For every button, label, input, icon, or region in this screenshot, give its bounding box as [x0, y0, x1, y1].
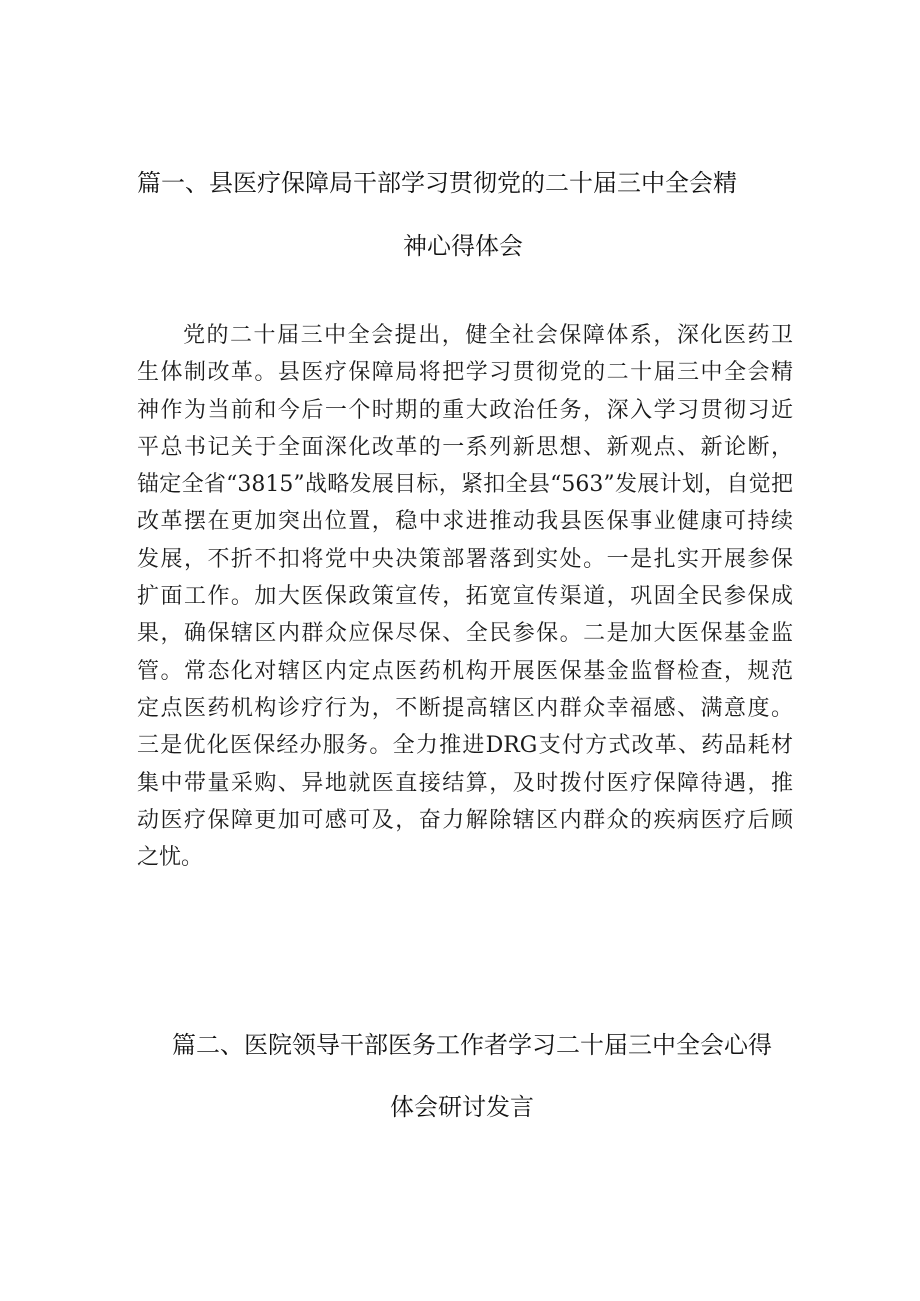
- paragraph-line: 定点医药机构诊疗行为，不断提高辖区内群众幸福感、满意度。: [137, 695, 793, 721]
- section-1-title-line-1: 篇一、县医疗保障局干部学习贯彻党的二十届三中全会精: [137, 169, 737, 197]
- section-2-title-line-2: 体会研讨发言: [390, 1093, 534, 1121]
- paragraph-line: 平总书记关于全面深化改革的一系列新思想、新观点、新论断，: [137, 434, 793, 460]
- paragraph-line: 神作为当前和今后一个时期的重大政治任务，深入学习贯彻习近: [137, 397, 793, 423]
- paragraph-line: 党的二十届三中全会提出，健全社会保障体系，深化医药卫: [183, 323, 793, 348]
- section-1-paragraph: [137, 317, 793, 876]
- paragraph-line: 改革摆在更加突出位置，稳中求进推动我县医保事业健康可持续: [137, 509, 793, 535]
- paragraph-line: 之忧。: [137, 845, 204, 871]
- paragraph-line: 集中带量采购、异地就医直接结算，及时拨付医疗保障待遇，推: [137, 770, 793, 796]
- paragraph-line: 生体制改革。县医疗保障局将把学习贯彻党的二十届三中全会精: [137, 360, 793, 386]
- paragraph-line: 动医疗保障更加可感可及，奋力解除辖区内群众的疾病医疗后顾: [137, 807, 793, 833]
- paragraph-line: 果，确保辖区内群众应保尽保、全民参保。二是加大医保基金监: [137, 621, 793, 647]
- paragraph-line: 发展，不折不扣将党中央决策部署落到实处。一是扎实开展参保: [137, 546, 793, 572]
- paragraph-line: 三是优化医保经办服务。全力推进DRG支付方式改革、药品耗材: [137, 733, 793, 759]
- section-2-title-line-1: 篇二、医院领导干部医务工作者学习二十届三中全会心得: [172, 1031, 772, 1059]
- paragraph-line: 锚定全省“3815”战略发展目标，紧扣全县“563”发展计划，自觉把: [137, 472, 793, 498]
- section-1-title-line-2: 神心得体会: [403, 232, 523, 260]
- paragraph-line: 管。常态化对辖区内定点医药机构开展医保基金监督检查，规范: [137, 658, 793, 684]
- paragraph-line: 扩面工作。加大医保政策宣传，拓宽宣传渠道，巩固全民参保成: [137, 584, 793, 610]
